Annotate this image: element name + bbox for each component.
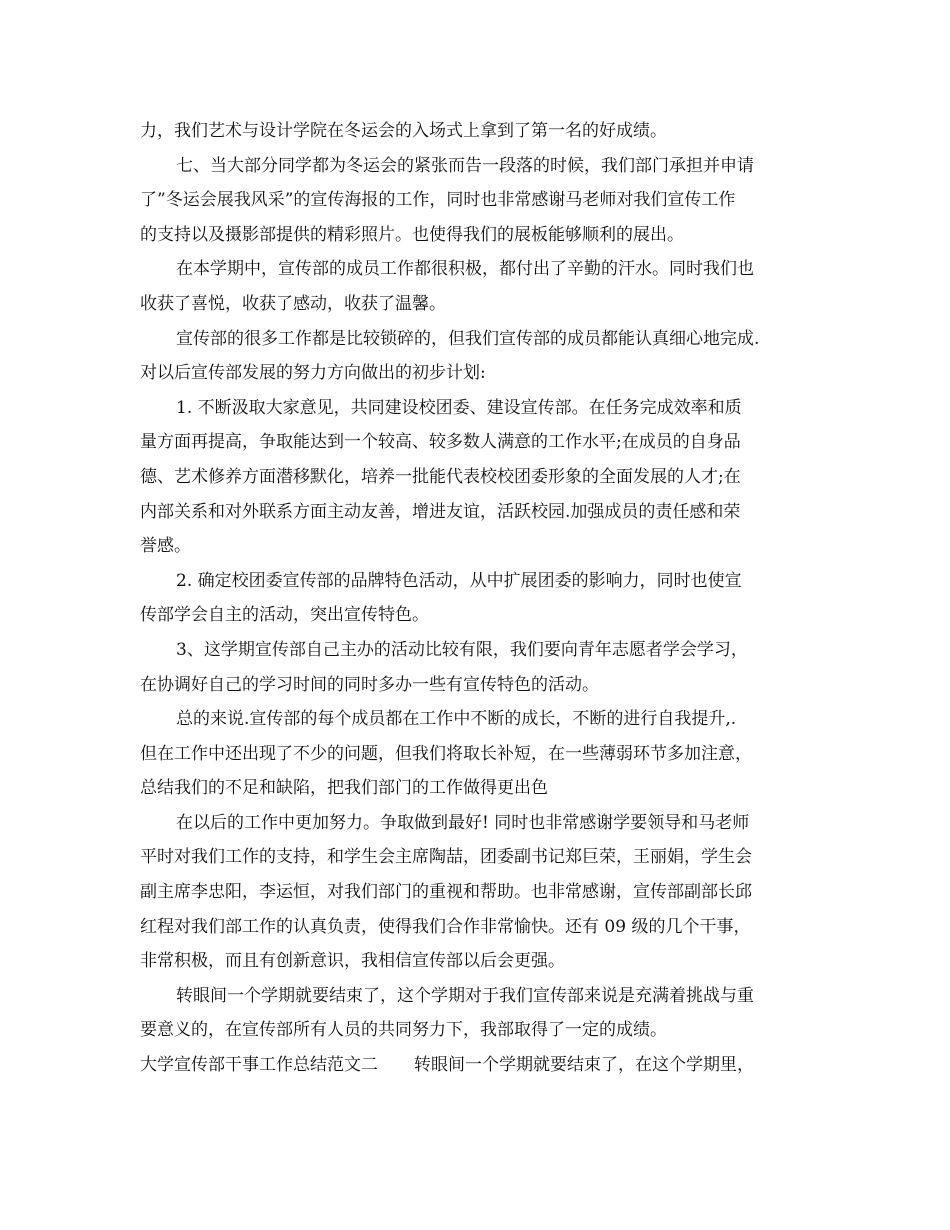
paragraph-line: 在以后的工作中更加努力。争取做到最好! 同时也非常感谢学要领导和马老师 <box>176 812 750 833</box>
paragraph-line: 2. 确定校团委宣传部的品牌特色活动，从中扩展团委的影响力，同时也使宣 <box>176 570 742 591</box>
paragraph-line: 收获了喜悦，收获了感动，收获了温馨。 <box>140 293 446 314</box>
paragraph-line: 1. 不断汲取大家意见，共同建设校团委、建设宣传部。在任务完成效率和质 <box>176 397 742 418</box>
paragraph-line: 宣传部的很多工作都是比较锁碎的，但我们宣传部的成员都能认真细心地完成. <box>176 328 760 349</box>
document-body <box>140 114 820 1083</box>
paragraph-line: 七、当大部分同学都为冬运会的紧张而告一段落的时候，我们部门承担并申请 <box>176 155 754 176</box>
paragraph-line: 德、艺术修养方面潜移默化，培养一批能代表校校团委形象的全面发展的人才;在 <box>140 466 741 487</box>
paragraph-line: 在协调好自己的学习时间的同时多办一些有宣传特色的活动。 <box>140 674 599 695</box>
paragraph-line: 的支持以及摄影部提供的精彩照片。也使得我们的展板能够顺利的展出。 <box>140 224 684 245</box>
paragraph-line: 总结我们的不足和缺陷，把我们部门的工作做得更出色 <box>140 778 548 799</box>
paragraph-line: 总的来说.宣传部的每个成员都在工作中不断的成长，不断的进行自我提升,. <box>176 709 737 730</box>
section-start-text: 转眼间一个学期就要结束了，在这个学期里， <box>414 1055 754 1076</box>
paragraph-line: 了”冬运会展我风采”的宣传海报的工作，同时也非常感谢马老师对我们宣传工作 <box>140 190 736 211</box>
paragraph-line: 要意义的，在宣传部所有人员的共同努力下，我部取得了一定的成绩。 <box>140 1020 667 1041</box>
paragraph-line: 对以后宣传部发展的努力方向做出的初步计划: <box>140 363 486 384</box>
final-line <box>140 1048 820 1083</box>
paragraph-line: 红程对我们部工作的认真负责，使得我们合作非常愉快。还有 09 级的几个干事， <box>140 916 751 937</box>
paragraph-line: 力，我们艺术与设计学院在冬运会的入场式上拿到了第一名的好成绩。 <box>140 121 667 141</box>
section-heading: 大学宣传部干事工作总结范文二 <box>140 1055 378 1076</box>
paragraph-line: 转眼间一个学期就要结束了，这个学期对于我们宣传部来说是充满着挑战与重 <box>176 985 754 1006</box>
paragraph-line: 量方面再提高，争取能达到一个较高、较多数人满意的工作水平;在成员的自身品 <box>140 432 741 453</box>
paragraph-line: 平时对我们工作的支持，和学生会主席陶喆，团委副书记郑巨荣，王丽娟，学生会 <box>140 847 752 868</box>
paragraph-line: 副主席李忠阳，李运恒，对我们部门的重视和帮助。也非常感谢，宣传部副部长邱 <box>140 882 752 903</box>
paragraph-line: 传部学会自主的活动，突出宣传特色。 <box>140 605 429 626</box>
paragraph-line: 誉感。 <box>140 536 191 557</box>
paragraph-line: 在本学期中，宣传部的成员工作都很积极，都付出了辛勤的汗水。同时我们也 <box>176 259 754 280</box>
paragraph-line: 非常积极，而且有创新意识，我相信宣传部以后会更强。 <box>140 951 565 972</box>
paragraph-line: 3、这学期宣传部自己主办的活动比较有限，我们要向青年志愿者学会学习， <box>176 639 748 660</box>
paragraph-line: 但在工作中还出现了不少的问题，但我们将取长补短，在一些薄弱环节多加注意， <box>140 743 752 764</box>
paragraph-line: 内部关系和对外联系方面主动友善，增进友谊，活跃校园.加强成员的责任感和荣 <box>140 501 741 522</box>
